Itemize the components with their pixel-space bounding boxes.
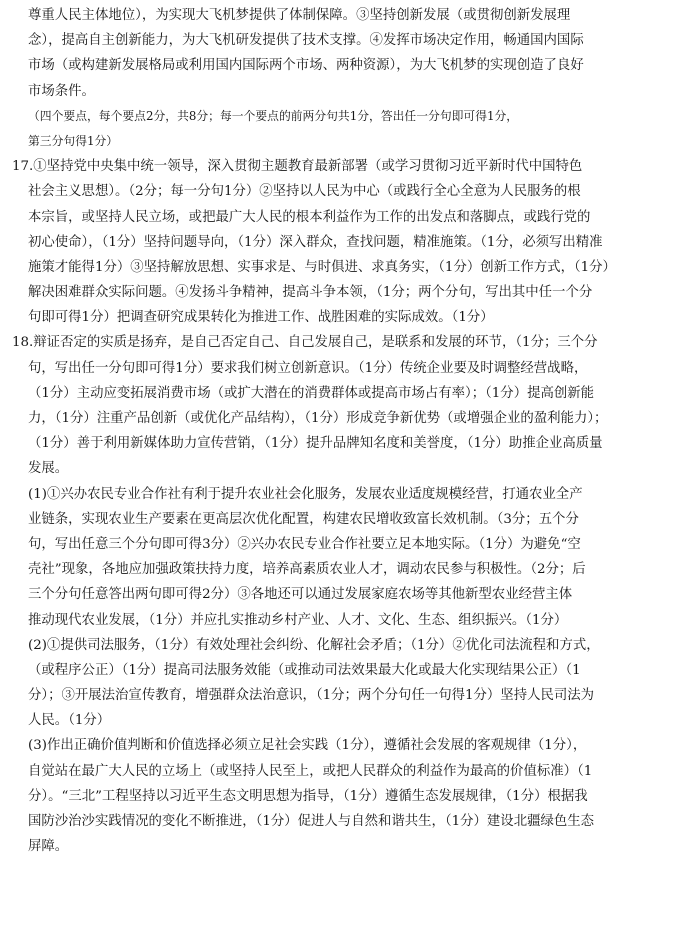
- text-line: 初心使命），（1分）坚持问题导向，（1分）深入群众，查找问题，精准施策。（1分，必须写出精准: [28, 234, 603, 250]
- text-line: 业链条，实现农业生产要素在更高层次优化配置，构建农民增收致富长效机制。（3分；五个分: [28, 511, 579, 527]
- text-line: 发展。: [28, 461, 69, 477]
- text-line: 壳社”现象，各地应加强政策扶持力度，培养高素质农业人才，调动农民参与积极性。（2分；后: [28, 562, 586, 578]
- text-line: 屏障。: [28, 839, 69, 855]
- text-line: 解决困难群众实际问题。④发扬斗争精神，提高斗争本领，（1分；两个分句，写出其中任一个分: [28, 285, 593, 301]
- text-line: 力，（1分）注重产品创新（或优化产品结构），（1分）形成竞争新优势（或增强企业的盈利能力）；: [28, 411, 608, 426]
- text-line: （1分）主动应变拓展消费市场（或扩大潜在的消费群体或提高市场占有率）；（1分）提高创新能: [28, 385, 595, 401]
- text-line: 句，写出任一分句即可得1分）要求我们树立创新意识。（1分）传统企业要及时调整经营战略，: [28, 360, 588, 376]
- text-line: 市场（或构建新发展格局或利用国内国际两个市场、两种资源），为大飞机梦的实现创造了良好: [28, 58, 584, 74]
- text-line: （四个要点，每个要点2分，共8分；每一个要点的前两分句共1分，答出任一分句即可得1分，: [28, 108, 519, 123]
- text-line: 17.①坚持党中央集中统一领导，深入贯彻主题教育最新部署（或学习贯彻习近平新时代中国特色: [12, 159, 583, 175]
- text-line: (1)①兴办农民专业合作社有利于提升农业社会化服务，发展农业适度规模经营，打通农业全产: [28, 486, 583, 502]
- text-line: （或程序公正）（1分）提高司法服务效能（或推动司法效果最大化或最大化实现结果公正）（1: [28, 662, 581, 678]
- text-line: 三个分句任意答出两句即可得2分）③各地还可以通过发展家庭农场等其他新型农业经营主体: [28, 587, 573, 603]
- text-line: 句，写出任意三个分句即可得3分）②兴办农民专业合作社要立足本地实际。（1分）为避免“空: [28, 536, 581, 552]
- text-line: 18.辩证否定的实质是扬弃，是自己否定自己、自己发展自己，是联系和发展的环节，（1分；三个分: [12, 335, 598, 351]
- text-line: 社会主义思想）。（2分；每一分句1分）②坚持以人民为中心（或践行全心全意为人民服务的根: [28, 184, 581, 200]
- text-line: 分）；③开展法治宣传教育，增强群众法治意识，（1分；两个分句任一句得1分）坚持人民司法为: [28, 688, 595, 704]
- text-line: 第三分句得1分）: [28, 133, 119, 148]
- text-line: 国防沙治沙实践情况的变化不断推进，（1分）促进人与自然和谐共生，（1分）建设北疆绿色生态: [28, 814, 595, 829]
- text-line: 念），提高自主创新能力，为大飞机研发提供了技术支撑。④发挥市场决定作用，畅通国内国际: [28, 33, 584, 49]
- text-line: 分）。“三北”工程坚持以习近平生态文明思想为指导，（1分）遵循生态发展规律，（1分）根据我: [28, 788, 588, 804]
- text-line: 人民。（1分）: [28, 713, 111, 729]
- text-line: 自觉站在最广大人民的立场上（或坚持人民至上，或把人民群众的利益作为最高的价值标准）（1: [28, 763, 593, 779]
- text-line: 市场条件。: [28, 83, 95, 99]
- text-line: (2)①提供司法服务，（1分）有效处理社会纠纷、化解社会矛盾；（1分）②优化司法流程和方式，: [28, 637, 600, 653]
- text-line: 句即可得1分）把调查研究成果转化为推进工作、战胜困难的实际成效。（1分）: [28, 310, 494, 326]
- text-line: 尊重人民主体地位），为实现大飞机梦提供了体制保障。③坚持创新发展（或贯彻创新发展理: [28, 8, 571, 23]
- text-line: 本宗旨，或坚持人民立场，或把最广大人民的根本利益作为工作的出发点和落脚点，或践行党的: [28, 209, 591, 225]
- text-line: 推动现代农业发展，（1分）并应扎实推动乡村产业、人才、文化、生态、组织振兴。（1分）: [28, 612, 568, 628]
- text-line: （1分）善于利用新媒体助力宣传营销，（1分）提升品牌知名度和美誉度，（1分）助推企业高质量: [28, 436, 603, 452]
- text-line: 施策才能得1分）③坚持解放思想、实事求是、与时俱进、求真务实，（1分）创新工作方式，（1分）: [28, 259, 616, 275]
- text-line: (3)作出正确价值判断和价值选择必须立足社会实践（1分），遵循社会发展的客观规律（1分），: [28, 738, 587, 754]
